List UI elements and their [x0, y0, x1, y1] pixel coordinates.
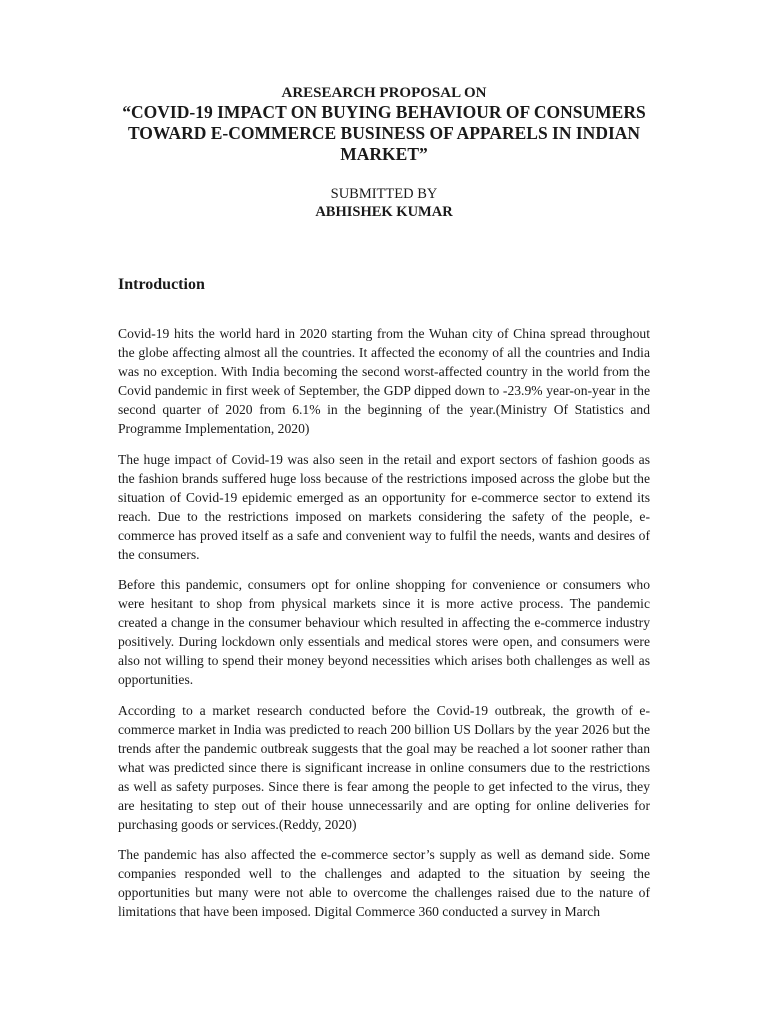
paragraph: The pandemic has also affected the e-commerce sector’s supply as well as demand side. Some companies responded well to the challenges and adapted to the situation by seeing the opportunities but many were not able to overcome the challenges raised due to the nature of limitations that have been imposed. Digital Commerce 360 conducted a survey in March [118, 847, 650, 919]
author-name: ABHISHEK KUMAR [315, 204, 453, 220]
section-body [118, 324, 650, 933]
proposal-title: “COVID-19 IMPACT ON BUYING BEHAVIOUR OF CONSUMERS TOWARD E-COMMERCE BUSINESS OF APPARELS IN INDIAN MARKET” [122, 102, 646, 164]
proposal-pretitle: ARESEARCH PROPOSAL ON [281, 85, 487, 101]
paragraph: Before this pandemic, consumers opt for online shopping for convenience or consumers who were hesitant to shop from physical markets since it is more active process. The pandemic created a change in the consumer behaviour which resulted in affecting the e-commerce industry positively. During lockdown only essentials and medical stores were open, and consumers were also not willing to spend their money beyond necessities which arises both challenges as well as opportunities. [118, 577, 650, 687]
title-block [100, 84, 668, 221]
paragraph: Covid-19 hits the world hard in 2020 starting from the Wuhan city of China spread throughout the globe affecting almost all the countries. It affected the economy of all the countries and India was no exception. With India becoming the second worst-affected country in the world from the Covid pandemic in first week of September, the GDP dipped down to -23.9% year-on-year in the second quarter of 2020 from 6.1% in the beginning of the year.(Ministry Of Statistics and Programme Implementation, 2020) [118, 326, 650, 436]
paragraph: According to a market research conducted before the Covid-19 outbreak, the growth of e-commerce market in India was predicted to reach 200 billion US Dollars by the year 2026 but the trends after the pandemic outbreak suggests that the goal may be reached a lot sooner rather than what was predicted since there is significant increase in online consumers due to the restrictions as well as safety purposes. Since there is fear among the people to get infected to the virus, they are hesitating to step out of their house unnecessarily and are opting for online deliveries for purchasing goods or services.(Reddy, 2020) [118, 702, 650, 832]
submitted-by-label: SUBMITTED BY [330, 186, 438, 202]
section-heading: Introduction [118, 276, 205, 293]
paragraph: The huge impact of Covid-19 was also seen in the retail and export sectors of fashion goods as the fashion brands suffered huge loss because of the restrictions imposed across the globe but the situation of Covid-19 epidemic emerged as an opportunity for e-commerce sector to extend its reach. Due to the restrictions imposed on markets considering the safety of the people, e-commerce has proved itself as a safe and convenient way to fulfil the needs, wants and desires of the consumers. [118, 451, 650, 562]
